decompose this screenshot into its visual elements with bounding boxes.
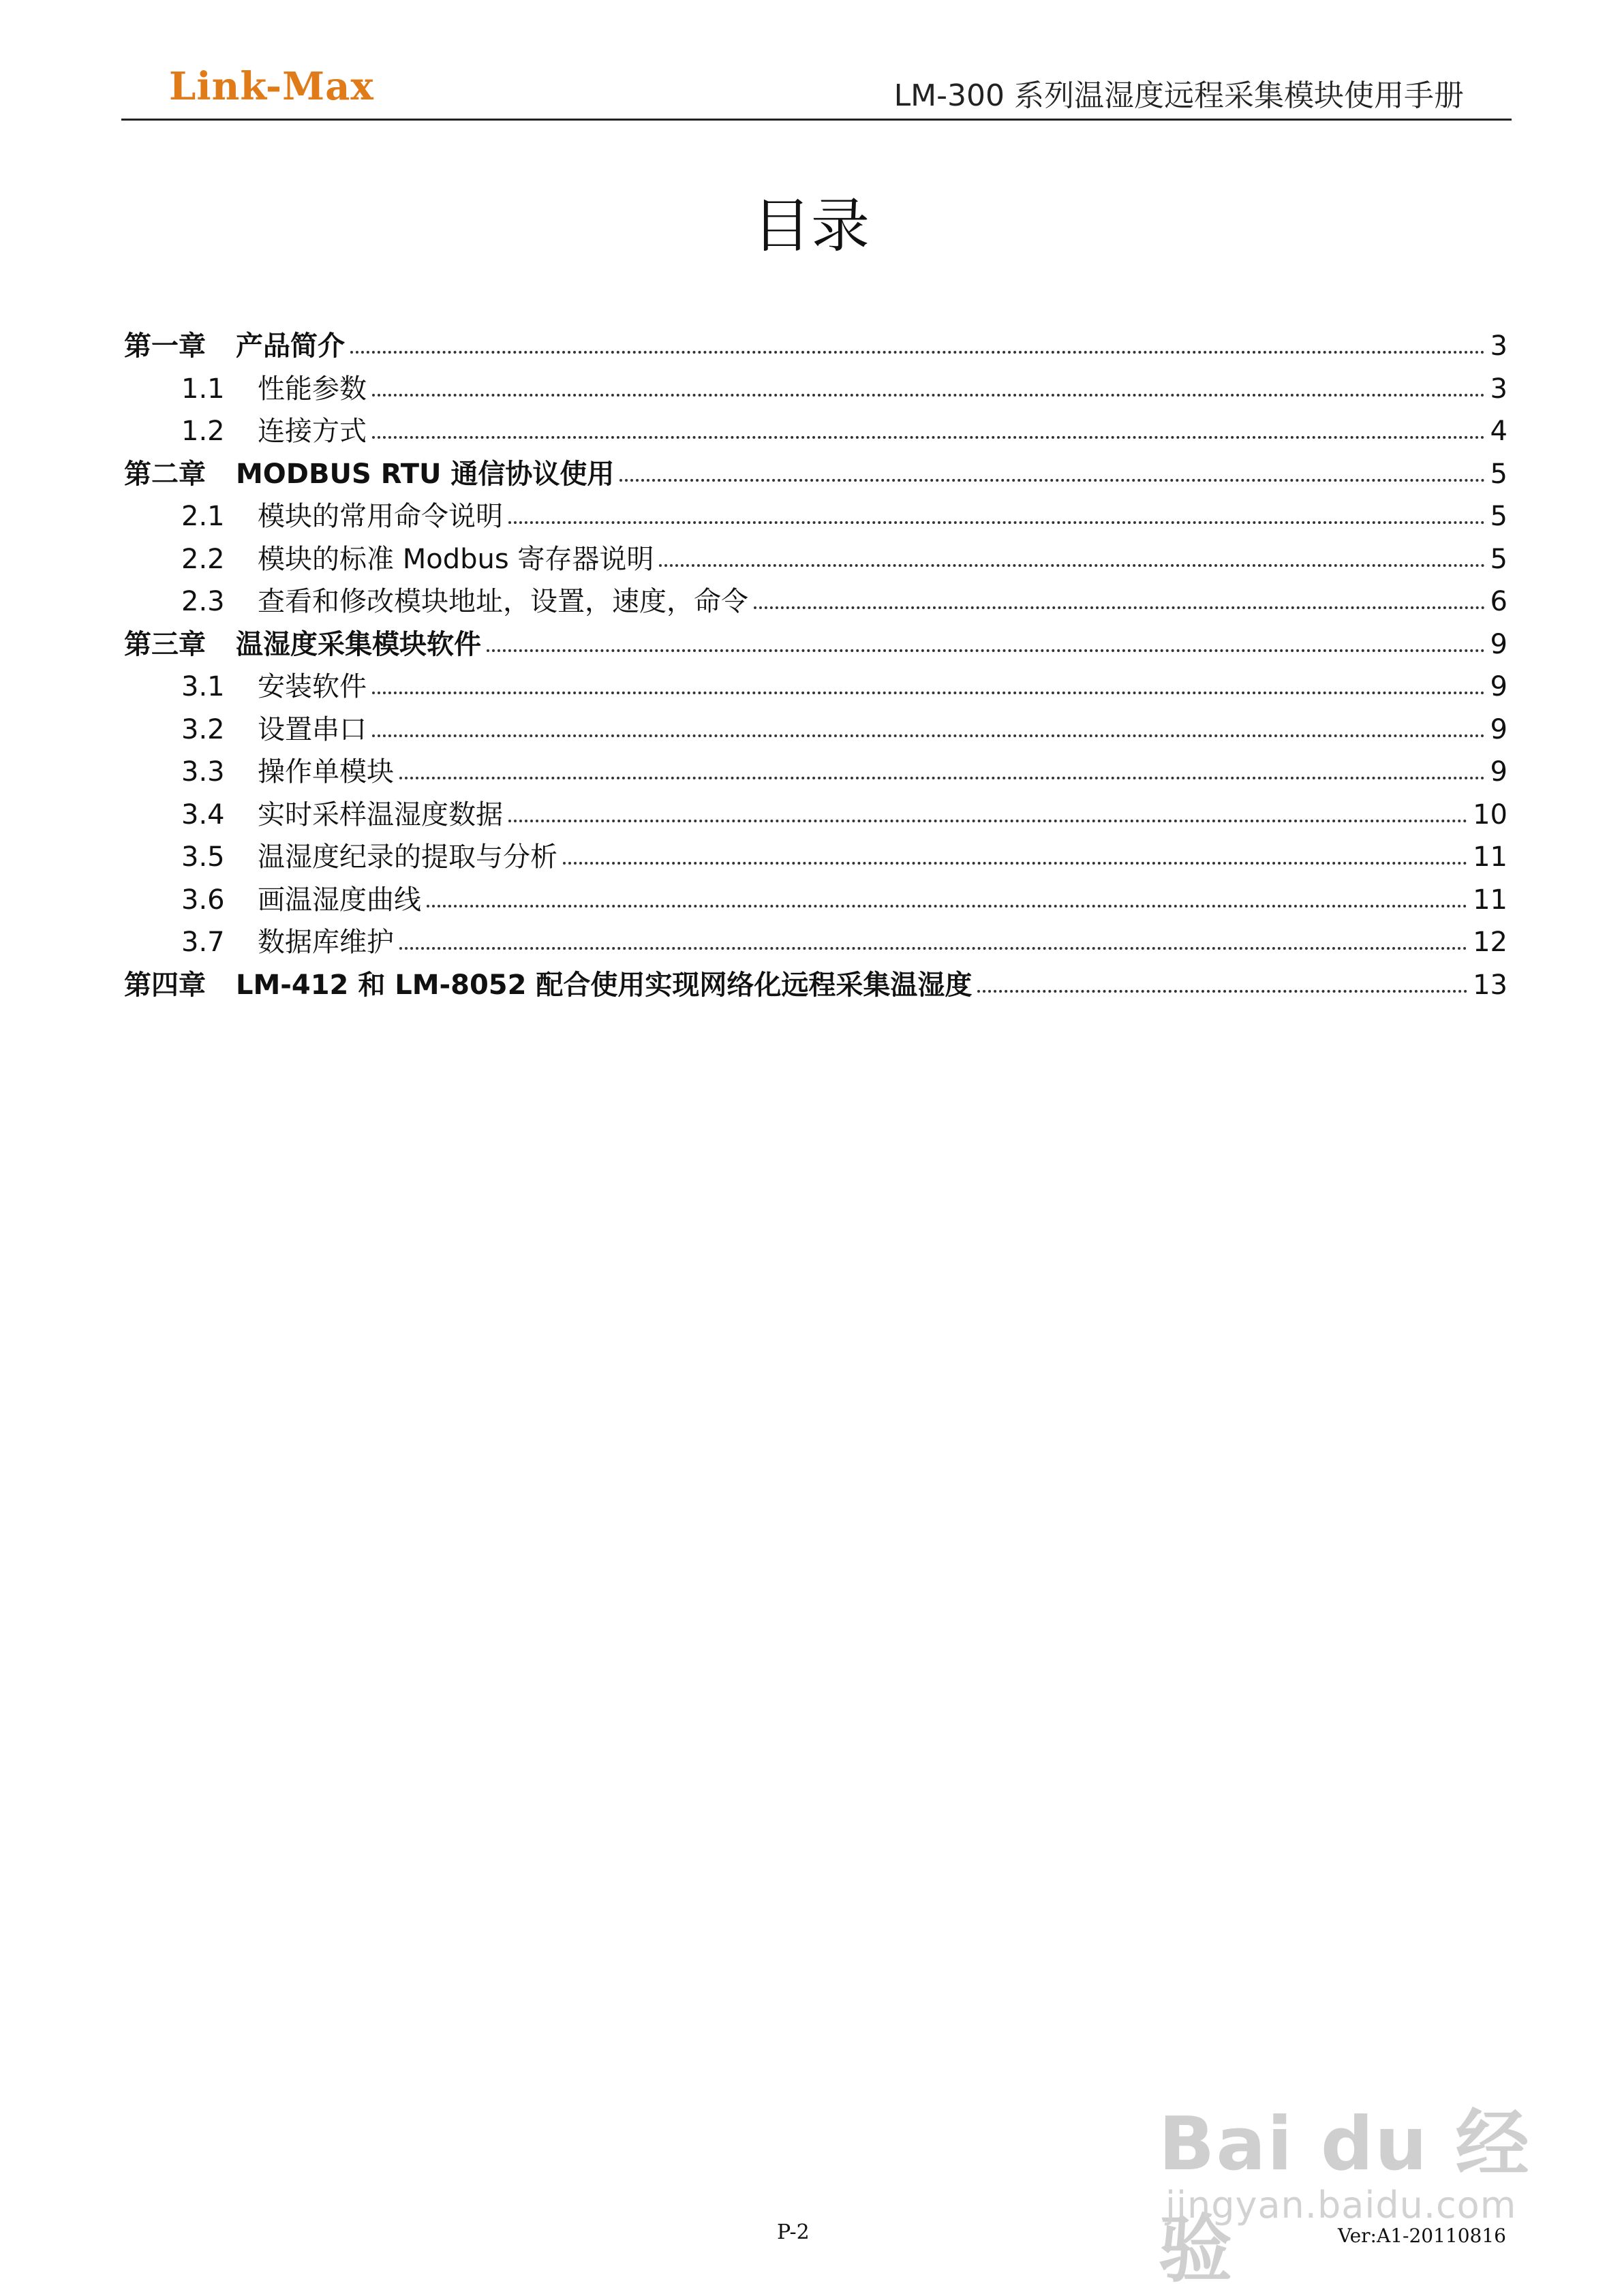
toc-entry-page: 11 <box>1473 884 1508 916</box>
toc-dot-leader <box>372 436 1485 439</box>
toc-entry-page: 9 <box>1490 628 1508 660</box>
toc-entry-label: 性能参数 <box>258 373 367 405</box>
toc-entry-number: 3.4 <box>181 798 225 831</box>
toc-entry-page: 10 <box>1473 798 1508 831</box>
toc-entry-number: 3.7 <box>181 927 225 958</box>
toc-dot-leader <box>563 862 1467 865</box>
toc-entry-page: 5 <box>1490 501 1508 532</box>
toc-entry-number: 3.5 <box>181 841 225 873</box>
toc-entry-page: 3 <box>1490 373 1508 405</box>
toc-entry[interactable] <box>124 580 1508 623</box>
toc-entry-label: 画温湿度曲线 <box>258 884 421 916</box>
toc-entry[interactable] <box>124 878 1508 921</box>
toc-entry-number: 第四章 <box>124 969 206 1001</box>
toc-entry[interactable] <box>124 793 1508 836</box>
toc-entry-page: 4 <box>1490 416 1508 447</box>
toc-entry-label: 数据库维护 <box>258 927 394 958</box>
toc-entry-label: LM-412 和 LM-8052 配合使用实现网络化远程采集温湿度 <box>236 969 973 1001</box>
toc-dot-leader <box>508 521 1485 524</box>
toc-entry[interactable] <box>124 665 1508 708</box>
watermark-brand: Bai du 经验 <box>1159 2102 1531 2293</box>
toc-dot-leader <box>487 649 1485 652</box>
toc-dot-leader <box>754 606 1485 609</box>
toc-entry-page: 9 <box>1490 671 1508 702</box>
toc-entry-number: 3.3 <box>181 756 225 788</box>
toc-entry-label: 设置串口 <box>258 713 367 745</box>
toc-entry-page: 3 <box>1490 330 1508 362</box>
version-label: Ver:A1-20110816 <box>1337 2224 1506 2247</box>
toc-entry[interactable] <box>124 708 1508 751</box>
toc-entry-number: 2.3 <box>181 586 225 617</box>
document-title: LM-300 系列温湿度远程采集模块使用手册 <box>893 78 1464 113</box>
toc-entry[interactable] <box>124 920 1508 963</box>
toc-entry-number: 第三章 <box>124 628 206 660</box>
page-number: P-2 <box>777 2220 810 2244</box>
toc-entry-page: 9 <box>1490 756 1508 788</box>
toc-entry-label: 模块的标准 Modbus 寄存器说明 <box>258 543 654 575</box>
toc-entry-number: 3.6 <box>181 884 225 916</box>
toc-entry-page: 6 <box>1490 586 1508 617</box>
toc-dot-leader <box>619 479 1484 482</box>
toc-dot-leader <box>372 692 1485 694</box>
toc-entry-number: 1.2 <box>181 416 225 447</box>
toc-entry-page: 12 <box>1473 927 1508 958</box>
toc-entry-page: 11 <box>1473 841 1508 873</box>
toc-entry[interactable] <box>124 367 1508 410</box>
toc-dot-leader <box>659 564 1484 567</box>
toc-entry[interactable] <box>124 623 1508 666</box>
baidu-watermark <box>1159 2044 1540 2293</box>
toc-entry[interactable] <box>124 963 1508 1006</box>
toc-entry-label: 操作单模块 <box>258 756 394 788</box>
toc-dot-leader <box>399 947 1467 950</box>
toc-dot-leader <box>427 905 1467 907</box>
toc-entry-label: 实时采样温湿度数据 <box>258 798 503 831</box>
toc-dot-leader <box>350 351 1485 354</box>
toc-entry-label: 温湿度采集模块软件 <box>236 628 481 660</box>
watermark-url: jingyan.baidu.com <box>1165 2184 1517 2227</box>
toc-entry-number: 3.1 <box>181 671 225 702</box>
toc-entry-label: 模块的常用命令说明 <box>258 501 503 532</box>
page-header <box>121 56 1512 121</box>
toc-entry[interactable] <box>124 495 1508 538</box>
toc-entry[interactable] <box>124 750 1508 793</box>
toc-entry-label: MODBUS RTU 通信协议使用 <box>236 458 615 490</box>
toc-entry-label: 连接方式 <box>258 416 367 447</box>
toc-heading: 目录 <box>752 192 870 260</box>
toc-entry[interactable] <box>124 409 1508 452</box>
toc-entry-label: 查看和修改模块地址，设置，速度，命令 <box>258 586 748 617</box>
toc-entry[interactable] <box>124 538 1508 580</box>
toc-entry-label: 产品简介 <box>236 330 345 362</box>
toc-entry-number: 第一章 <box>124 330 206 362</box>
toc-entry[interactable] <box>124 835 1508 878</box>
toc-entry-number: 1.1 <box>181 373 225 405</box>
toc-entry-number: 第二章 <box>124 458 206 490</box>
toc-entry-page: 5 <box>1490 458 1508 490</box>
toc-dot-leader <box>977 990 1467 993</box>
toc-entry-number: 2.2 <box>181 543 225 575</box>
toc-entry-number: 3.2 <box>181 713 225 745</box>
table-of-contents <box>124 324 1508 1006</box>
toc-entry-label: 温湿度纪录的提取与分析 <box>258 841 557 873</box>
toc-entry-page: 9 <box>1490 713 1508 745</box>
toc-dot-leader <box>372 734 1485 737</box>
toc-entry-label: 安装软件 <box>258 671 367 702</box>
toc-dot-leader <box>508 820 1467 822</box>
toc-entry-page: 5 <box>1490 543 1508 575</box>
toc-entry-number: 2.1 <box>181 501 225 532</box>
brand-logo: Link-Max <box>169 64 374 109</box>
toc-entry[interactable] <box>124 324 1508 367</box>
toc-dot-leader <box>372 394 1485 397</box>
toc-entry[interactable] <box>124 452 1508 495</box>
toc-dot-leader <box>399 777 1485 779</box>
toc-entry-page: 13 <box>1473 969 1508 1001</box>
